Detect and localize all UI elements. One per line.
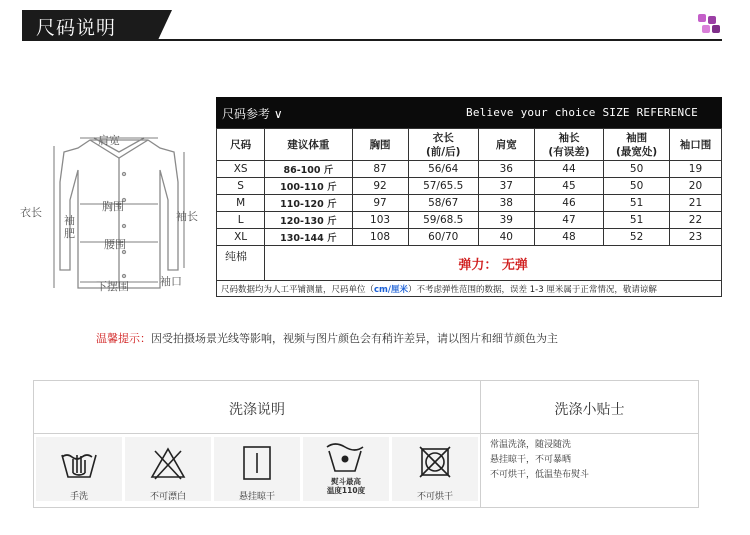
wash-cell-no-tumble-dry xyxy=(392,437,478,501)
table-cell: 50 xyxy=(604,161,670,178)
table-cell: 52 xyxy=(604,229,670,246)
table-cell: XL xyxy=(217,229,265,246)
size-header-cell: 尺码 xyxy=(217,129,265,161)
table-cell: 51 xyxy=(604,195,670,212)
table-cell: 51 xyxy=(604,212,670,229)
size-header-cell: 袖长 (有误差) xyxy=(534,129,604,161)
table-cell: 38 xyxy=(478,195,534,212)
iron-label: 熨斗最高 温度110度 xyxy=(326,477,366,495)
no-tumble-dry-label: 不可烘干 xyxy=(416,492,453,502)
section-header xyxy=(22,10,722,40)
waist-label: 腰围 xyxy=(104,238,126,251)
hang-dry-icon xyxy=(238,443,276,483)
note-unit: cm/厘米 xyxy=(374,284,409,295)
table-cell: 92 xyxy=(352,178,408,195)
wash-cell-hand-wash xyxy=(36,437,122,501)
table-cell: 19 xyxy=(669,161,721,178)
table-cell: 110-120 斤 xyxy=(265,195,352,212)
size-header-cell: 衣长 (前/后) xyxy=(408,129,478,161)
length-label: 衣长 xyxy=(20,206,42,219)
page-title: 尺码说明 xyxy=(36,17,117,39)
size-header-cell: 建议体重 xyxy=(265,129,352,161)
decorative-blocks-icon xyxy=(698,14,722,36)
tip-label: 温馨提示： xyxy=(96,332,151,345)
table-cell: 56/64 xyxy=(408,161,478,178)
fabric-row xyxy=(217,246,722,281)
no-bleach-icon xyxy=(149,443,187,483)
table-cell: 50 xyxy=(604,178,670,195)
elasticity-cell: 弹力： 无弹 xyxy=(265,246,722,281)
table-cell: S xyxy=(217,178,265,195)
fabric-cell: 纯棉 xyxy=(217,246,265,281)
size-table-title: 尺码参考 ∨ xyxy=(222,107,283,121)
table-row xyxy=(217,178,722,195)
wash-cell-hang-dry xyxy=(214,437,300,501)
shirt-measurement-diagram xyxy=(20,118,210,298)
table-cell: M xyxy=(217,195,265,212)
table-cell: 22 xyxy=(669,212,721,229)
table-cell: 58/67 xyxy=(408,195,478,212)
size-header-row xyxy=(217,129,722,161)
sleeve-width-label: 袖肥 xyxy=(64,214,75,240)
table-cell: 45 xyxy=(534,178,604,195)
table-cell: 40 xyxy=(478,229,534,246)
table-cell: 48 xyxy=(534,229,604,246)
size-header-cell: 肩宽 xyxy=(478,129,534,161)
size-header-cell: 袖围 (最宽处) xyxy=(604,129,670,161)
size-header-cell: 胸围 xyxy=(352,129,408,161)
size-table xyxy=(216,97,722,297)
table-cell: 36 xyxy=(478,161,534,178)
warm-tip xyxy=(96,330,558,346)
table-cell: 57/65.5 xyxy=(408,178,478,195)
washing-panel xyxy=(33,380,699,508)
wash-tip: 常温洗涤，随浸随洗 xyxy=(490,440,572,450)
table-cell: 20 xyxy=(669,178,721,195)
table-cell: 120-130 斤 xyxy=(265,212,352,229)
table-cell: 130-144 斤 xyxy=(265,229,352,246)
shoulder-label: 肩宽 xyxy=(98,134,120,147)
table-cell: 47 xyxy=(534,212,604,229)
sleeve-length-label: 袖长 xyxy=(176,210,198,223)
table-row xyxy=(217,229,722,246)
wash-title: 洗涤说明 xyxy=(229,402,285,418)
note-row xyxy=(217,281,722,297)
table-cell: 100-110 斤 xyxy=(265,178,352,195)
hand-wash-icon xyxy=(60,443,98,483)
table-cell: L xyxy=(217,212,265,229)
tip-text: 因受拍摄场景光线等影响，视频与图片颜色会有稍许差异，请以图片和细节颜色为主 xyxy=(151,332,558,345)
measurement-note xyxy=(217,281,722,297)
wash-tip: 悬挂晾干，不可暴晒 xyxy=(490,455,572,465)
table-cell: 59/68.5 xyxy=(408,212,478,229)
table-cell: 97 xyxy=(352,195,408,212)
table-cell: 37 xyxy=(478,178,534,195)
size-table-title-bar xyxy=(216,97,722,128)
hem-label: 下摆围 xyxy=(96,280,129,293)
table-row xyxy=(217,212,722,229)
no-bleach-label: 不可漂白 xyxy=(149,492,186,502)
table-cell: 108 xyxy=(352,229,408,246)
table-cell: 44 xyxy=(534,161,604,178)
hang-dry-label: 悬挂晾干 xyxy=(238,492,275,502)
table-cell: XS xyxy=(217,161,265,178)
note-text: 尺码数据均为人工平铺测量，尺码单位（ xyxy=(221,284,375,295)
table-cell: 46 xyxy=(534,195,604,212)
table-cell: 23 xyxy=(669,229,721,246)
wash-cell-iron xyxy=(303,437,389,501)
table-cell: 39 xyxy=(478,212,534,229)
iron-low-icon xyxy=(325,439,365,475)
table-cell: 103 xyxy=(352,212,408,229)
cuff-label: 袖口 xyxy=(160,275,182,288)
size-table-slogan: Believe your choice SIZE REFERENCE xyxy=(466,106,698,119)
header-rule xyxy=(22,39,722,41)
hand-wash-label: 手洗 xyxy=(69,492,88,502)
chest-label: 胸围 xyxy=(102,200,124,213)
wash-tip: 不可烘干，低温垫布熨斗 xyxy=(490,470,590,480)
table-row xyxy=(217,161,722,178)
no-tumble-dry-icon xyxy=(416,443,454,483)
table-row xyxy=(217,195,722,212)
size-grid xyxy=(216,128,722,297)
divider xyxy=(34,433,698,434)
table-cell: 87 xyxy=(352,161,408,178)
table-cell: 86-100 斤 xyxy=(265,161,352,178)
wash-cell-no-bleach xyxy=(125,437,211,501)
size-header-cell: 袖口围 xyxy=(669,129,721,161)
wash-tips-title: 洗涤小贴士 xyxy=(554,402,625,418)
wash-tips-list xyxy=(490,438,589,483)
note-text: ）不考虑弹性范围的数据，误差 1-3 厘米属于正常情况，敬请谅解 xyxy=(408,284,657,295)
table-cell: 21 xyxy=(669,195,721,212)
table-cell: 60/70 xyxy=(408,229,478,246)
